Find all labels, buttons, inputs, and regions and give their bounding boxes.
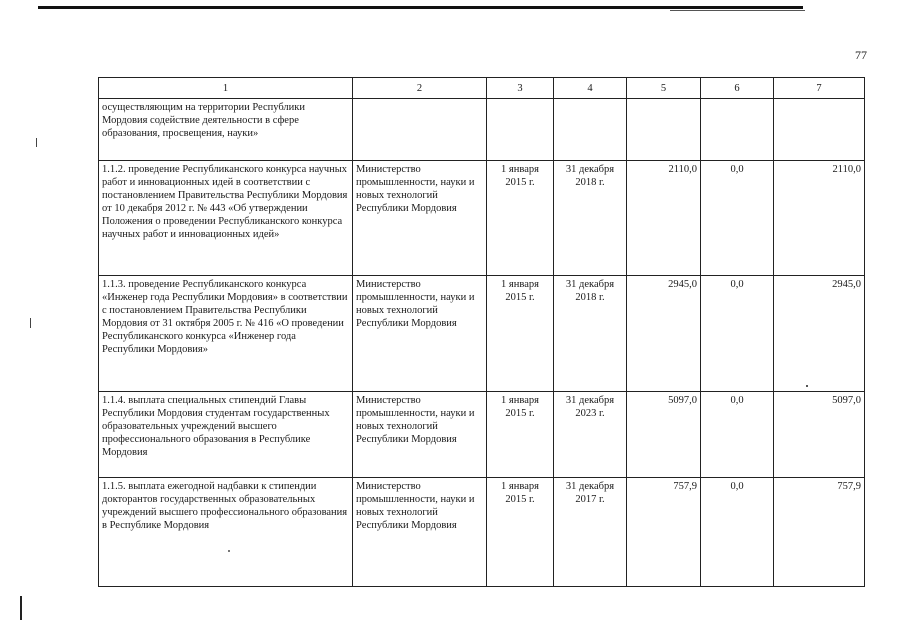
column-header: 4 bbox=[554, 78, 627, 99]
executor-cell: Министерство промышленности, науки и новых технологий Республики Мордовия bbox=[353, 161, 487, 276]
col6-cell bbox=[701, 99, 774, 161]
col7-cell: 2110,0 bbox=[774, 161, 865, 276]
top-rule bbox=[38, 6, 803, 9]
measure-description: 1.1.3. проведение Республиканского конкурса «Инженер года Республики Мордовия» в соответствии с постановлением Правительства Республики Мордовия от 31 октября 2005 г. № 416 «О проведении Республиканского конкурса «Инженер года Республики Мордовия» bbox=[99, 276, 353, 392]
col7-cell: 5097,0 bbox=[774, 392, 865, 478]
executor-cell bbox=[353, 99, 487, 161]
end-date-cell: 31 декабря 2018 г. bbox=[554, 276, 627, 392]
start-date-cell: 1 января 2015 г. bbox=[487, 161, 554, 276]
column-header: 6 bbox=[701, 78, 774, 99]
total-cell: 2945,0 bbox=[627, 276, 701, 392]
column-header: 7 bbox=[774, 78, 865, 99]
table-row bbox=[99, 276, 865, 392]
header-row bbox=[99, 78, 865, 99]
start-date-cell: 1 января 2015 г. bbox=[487, 392, 554, 478]
col6-cell: 0,0 bbox=[701, 392, 774, 478]
col6-cell: 0,0 bbox=[701, 478, 774, 587]
measure-description: осуществляющим на территории Республики Мордовия содействие деятельности в сфере образования, просвещения, науки» bbox=[99, 99, 353, 161]
margin-mark bbox=[30, 318, 31, 328]
column-header: 5 bbox=[627, 78, 701, 99]
end-date-cell: 31 декабря 2017 г. bbox=[554, 478, 627, 587]
col6-cell: 0,0 bbox=[701, 276, 774, 392]
total-cell bbox=[627, 99, 701, 161]
executor-cell: Министерство промышленности, науки и новых технологий Республики Мордовия bbox=[353, 276, 487, 392]
executor-cell: Министерство промышленности, науки и новых технологий Республики Мордовия bbox=[353, 392, 487, 478]
margin-mark bbox=[36, 138, 37, 147]
col7-cell: 2945,0 bbox=[774, 276, 865, 392]
margin-mark bbox=[20, 596, 22, 620]
end-date-cell bbox=[554, 99, 627, 161]
program-table bbox=[98, 77, 865, 587]
executor-cell: Министерство промышленности, науки и новых технологий Республики Мордовия bbox=[353, 478, 487, 587]
end-date-cell: 31 декабря 2018 г. bbox=[554, 161, 627, 276]
table-row bbox=[99, 99, 865, 161]
total-cell: 5097,0 bbox=[627, 392, 701, 478]
col7-cell bbox=[774, 99, 865, 161]
start-date-cell: 1 января 2015 г. bbox=[487, 276, 554, 392]
page-number: 77 bbox=[855, 48, 867, 62]
measure-description: 1.1.2. проведение Республиканского конкурса научных работ и инновационных идей в соответствии с постановлением Правительства Республики Мордовия от 10 декабря 2012 г. № 443 «Об утверждении Положения о проведении Республиканского конкурса научных работ и инновационных идей» bbox=[99, 161, 353, 276]
start-date-cell: 1 января 2015 г. bbox=[487, 478, 554, 587]
table-row bbox=[99, 392, 865, 478]
top-rule-thin bbox=[670, 10, 805, 11]
end-date-cell: 31 декабря 2023 г. bbox=[554, 392, 627, 478]
total-cell: 2110,0 bbox=[627, 161, 701, 276]
table-row bbox=[99, 478, 865, 587]
col6-cell: 0,0 bbox=[701, 161, 774, 276]
table-row bbox=[99, 161, 865, 276]
column-header: 3 bbox=[487, 78, 554, 99]
measure-description: 1.1.4. выплата специальных стипендий Главы Республики Мордовия студентам государственных образовательных учреждений высшего профессионального образования в Республике Мордовия bbox=[99, 392, 353, 478]
col7-cell: 757,9 bbox=[774, 478, 865, 587]
total-cell: 757,9 bbox=[627, 478, 701, 587]
start-date-cell bbox=[487, 99, 554, 161]
column-header: 2 bbox=[353, 78, 487, 99]
column-header: 1 bbox=[99, 78, 353, 99]
measure-description: 1.1.5. выплата ежегодной надбавки к стипендии докторантов государственных образовательных учреждений высшего профессионального образования в Республике Мордовия bbox=[99, 478, 353, 587]
